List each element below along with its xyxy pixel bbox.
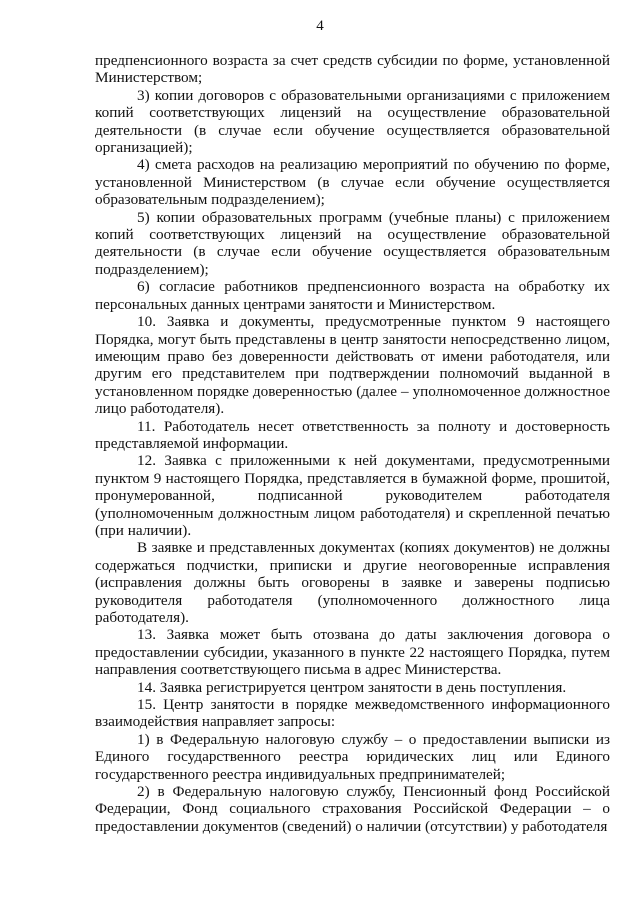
paragraph-1: 3) копии договоров с образовательными организациями с приложением копий соответствующих лицензий на осуществление образовательной деятельности (в случае если обучение осуществляется образовательной организацией); bbox=[95, 86, 610, 157]
paragraph-11: 15. Центр занятости в порядке межведомственного информационного взаимодействия направляет запросы: bbox=[95, 696, 610, 731]
paragraph-9: 13. Заявка может быть отозвана до даты заключения договора о предоставлении субсидии, указанного в пункте 22 настоящего Порядка, путем направления соответствующего письма в адрес Министерства. bbox=[95, 626, 610, 679]
paragraph-0: предпенсионного возраста за счет средств субсидии по форме, установленной Министерством; bbox=[95, 52, 610, 87]
paragraph-10: 14. Заявка регистрируется центром занятости в день поступления. bbox=[137, 678, 567, 696]
paragraph-7: 12. Заявка с приложенными к ней документами, предусмотренными пунктом 9 настоящего Порядка, представляется в бумажной форме, прошитой, пронумерованной, подписанной руководителем работодателя (уполномоченным должностным лицом работодателя) и скрепленной печатью (при наличии). bbox=[95, 452, 610, 539]
paragraph-2: 4) смета расходов на реализацию мероприятий по обучению по форме, установленной Министерством (в случае если обучение осуществляется образовательным подразделением); bbox=[95, 156, 610, 209]
paragraph-13: 2) в Федеральную налоговую службу, Пенсионный фонд Российской Федерации, Фонд социального страхования Российской Федерации – о предоставлении документов (сведений) о наличии (отсутствии) у работодателя bbox=[95, 783, 610, 835]
document-body bbox=[95, 52, 610, 835]
paragraph-12: 1) в Федеральную налоговую службу – о предоставлении выписки из Единого государственного реестра юридических лиц или Единого государственного реестра индивидуальных предпринимателей; bbox=[95, 730, 610, 783]
paragraph-4: 6) согласие работников предпенсионного возраста на обработку их персональных данных центрами занятости и Министерством. bbox=[95, 278, 610, 313]
paragraph-5: 10. Заявка и документы, предусмотренные пунктом 9 настоящего Порядка, могут быть представлены в центр занятости непосредственно лицом, имеющим право без доверенности действовать от имени работодателя, или другим его представителем при подтверждении полномочий выданной в установленном порядке доверенностью (далее – уполномоченное должностное лицо работодателя). bbox=[95, 313, 610, 418]
paragraph-3: 5) копии образовательных программ (учебные планы) с приложением копий соответствующих лицензий на осуществление образовательной деятельности (в случае если обучение осуществляется образовательным подразделением); bbox=[95, 208, 610, 278]
page-number: 4 bbox=[316, 18, 324, 34]
paragraph-6: 11. Работодатель несет ответственность за полноту и достоверность представляемой информации. bbox=[95, 417, 610, 452]
paragraph-8: В заявке и представленных документах (копиях документов) не должны содержаться подчистки, приписки и другие неоговоренные исправления (исправления должны быть оговорены в заявке и заверены подписью руководителя работодателя (уполномоченного должностного лица работодателя). bbox=[95, 539, 610, 626]
